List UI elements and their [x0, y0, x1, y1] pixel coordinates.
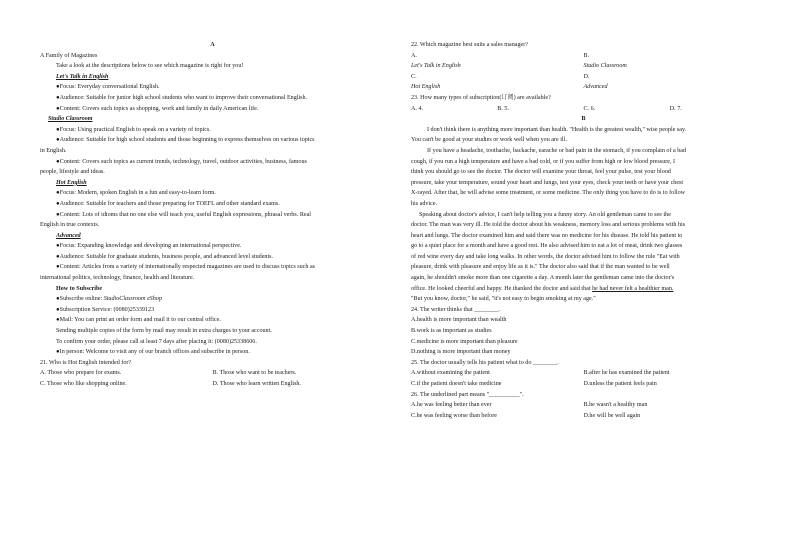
- option-letter: C.: [411, 73, 417, 80]
- question-21-stem: 21. Who is Hot English intended for?: [40, 359, 132, 366]
- left-column: [40, 40, 385, 390]
- question-23-stem: 23. How many types of subscription(订阅) are available?: [411, 94, 551, 101]
- option-letter: B.: [583, 52, 590, 59]
- option-b: B. Those who want to be teachers.: [212, 370, 297, 377]
- passage-intro: Take a look at the descriptions below to see which magazine is right for you!: [56, 63, 244, 70]
- magazine-content-continued: English in true contexts.: [40, 222, 100, 229]
- subscribe-confirm: To confirm your order, please call at least 7 days after placing it: (0080)25338606.: [56, 338, 257, 345]
- right-column: [411, 40, 756, 421]
- passage-line: go to a quiet place for a month and have a good rest. He also advised him to eat a lot of meat, drink two glasses: [411, 243, 683, 250]
- option-d: D.nothing is more important than money: [411, 349, 511, 356]
- option-c: C. 6.: [583, 105, 596, 112]
- passage-line: I don't think there is anything more important than health. "Health is the greatest wealth," wise people say.: [427, 126, 687, 133]
- subscribe-sending: Sending multiple copies of the form by mail may result in extra charges to your account.: [56, 328, 272, 335]
- option-letter: A.: [411, 52, 417, 59]
- magazine-title-studio-classroom: Studio Classroom: [48, 116, 93, 123]
- passage-line: pleasure, drink with pleasure and enjoy life as it is." The doctor also said that if the man wanted to be well: [411, 264, 670, 271]
- magazine-content-continued: people, lifestyle and ideas.: [40, 169, 105, 176]
- question-26-options-row-1: [411, 400, 756, 411]
- option-d: D.unless the patient feels pain: [583, 381, 657, 387]
- question-25-options-row-1: [411, 368, 756, 379]
- magazine-content: ●Content: Covers such topics as shopping, work and family in daily American life.: [56, 105, 259, 112]
- section-b-heading: B: [581, 116, 586, 123]
- question-26-options-row-2: [411, 411, 756, 422]
- passage-line: X-rayed. After that, he will advise some treatment, or some medicine. The only thing you have to do is to follow: [411, 190, 686, 197]
- passage-line: [411, 284, 756, 295]
- option-c: [411, 72, 584, 93]
- option-text: Studio Classroom: [583, 63, 627, 70]
- option-c: C. Those who like shopping online.: [40, 381, 127, 387]
- option-d: [584, 72, 757, 93]
- option-text: Hot English: [411, 84, 441, 91]
- section-a-heading: A: [210, 42, 215, 48]
- option-b: [584, 51, 757, 72]
- subscribe-online-label: ●Subscribe online:: [56, 296, 104, 303]
- question-25-options-row-2: [411, 379, 756, 390]
- magazine-audience: ●Audience: Suitable for teachers and those preparing for TOEFL and other standard exams.: [56, 200, 280, 207]
- question-25-stem: 25. The doctor usually tells his patient what to do ________.: [411, 359, 559, 366]
- option-b: B.work is as important as studies: [411, 328, 492, 335]
- question-26-stem: 26. The underlined part means "__________".: [411, 391, 524, 398]
- passage-line: of red wine every day and take long walks. In other words, the doctor advised him to follow the rule "Eat with: [411, 253, 680, 260]
- option-c: C.he was feeling worse than before: [411, 412, 497, 419]
- magazine-audience: ●Audience: Suitable for junior high school students who want to improve their conversational English.: [56, 94, 308, 101]
- passage-title: A Family of Magazines: [40, 52, 98, 59]
- question-24-stem: 24. The writer thinks that ________.: [411, 306, 501, 313]
- passage-line: think you should go to see the doctor. The doctor will examine your throat, feel your pulse, test your blood: [411, 169, 671, 176]
- magazine-content: ●Content: Articles from a variety of internationally respected magazines are used to discuss topics such as: [56, 264, 316, 271]
- subscribe-mail: ●Mail: You can print an order form and mail it to our central office.: [56, 317, 221, 324]
- magazine-focus: ●Focus: Modern, spoken English in a fun and easy-to-learn form.: [56, 190, 216, 197]
- passage-line: You can't be good at your studies or work well when you are ill.: [411, 137, 567, 144]
- option-letter: D.: [583, 73, 590, 80]
- option-a: A. 4.: [411, 105, 424, 112]
- option-d: D. Those who learn written English.: [212, 381, 301, 387]
- option-a: [411, 51, 584, 72]
- passage-line: If you have a headache, toothache, backache, earache or bad pain in the stomach, if you complain of a bad: [427, 147, 687, 154]
- magazine-audience: ●Audience: Suitable for graduate students, business people, and advanced level students.: [56, 253, 274, 260]
- option-text: Advanced: [583, 84, 608, 91]
- subscribe-service: ●Subscription Service: (0080)25339123: [56, 306, 155, 313]
- option-a: A.health is more important than wealth: [411, 317, 507, 324]
- magazine-content-continued: international politics, technology, finance, health and literature.: [40, 275, 195, 282]
- magazine-focus: ●Focus: Expanding knowledge and developing an international perspective.: [56, 243, 242, 250]
- option-d: D. 7.: [669, 105, 682, 112]
- magazine-content: ●Content: Lots of idioms that no one else will teach you, useful English expressions, phrasal verbs. Real: [56, 211, 312, 218]
- passage-text: office. He looked cheerful and happy. He thanked the doctor and said that: [411, 285, 593, 292]
- passage-line: cough, if you run a high temperature and have a bad cold, or if you suffer from high or low blood pressure, I: [411, 158, 676, 165]
- magazine-focus: ●Focus: Everyday conversational English.: [56, 84, 160, 91]
- passage-line: "But you know, doctor," he said, "it's not easy to begin smoking at my age.": [411, 296, 596, 303]
- question-23-options: [411, 104, 756, 115]
- option-c: C.if the patient doesn't take medicine: [411, 381, 502, 387]
- question-22-stem: 22. Which magazine best suits a sales manager?: [411, 42, 528, 48]
- question-22-options-row-2: [411, 72, 756, 93]
- magazine-title-hot-english: Hot English: [56, 179, 87, 186]
- magazine-audience-continued: in English.: [40, 147, 67, 154]
- magazine-title-lets-talk: Let's Talk in English: [56, 73, 109, 80]
- passage-line: again, he shouldn't smoke more than one cigarette a day. A month later the gentleman came into the doctor's: [411, 275, 675, 282]
- passage-line: his advice.: [411, 200, 438, 207]
- subscribe-online-value: StudioClassroom eShop: [103, 296, 162, 303]
- question-21-options-row-2: [40, 379, 385, 390]
- option-text: Let's Talk in English: [411, 63, 461, 70]
- passage-line: Speaking about doctor's advice, I can't help telling you a funny story. An old gentleman came to see the: [419, 211, 671, 218]
- option-b: B.after he has examined the patient: [583, 370, 670, 377]
- option-a: A.he was feeling better than ever: [411, 402, 492, 409]
- passage-line: pressure, take your temperature, sound your heart and lungs, test your eyes, check your teeth or have your chest: [411, 179, 684, 186]
- passage-line: doctor. The man was very ill. He told the doctor about his weakness, memory loss and serious problems with his: [411, 222, 686, 229]
- subscribe-online: [40, 294, 385, 305]
- magazine-content: ●Content: Covers such topics as current trends, technology, travel, outdoor activities, business, famous: [56, 158, 307, 165]
- question-21-options-row-1: [40, 368, 385, 379]
- passage-line: heart and lungs. The doctor examined him and said there was no medicine for his disease. He told his patient to: [411, 232, 683, 239]
- option-a: A.without examining the patient: [411, 370, 490, 377]
- option-b: B. 5.: [497, 105, 509, 112]
- question-22-options-row-1: [411, 51, 756, 72]
- subscribe-in-person: ●In person: Welcome to visit any of our branch offices and subscribe in person.: [56, 349, 250, 356]
- option-b: B.he wasn't a healthy man: [583, 402, 648, 409]
- magazine-audience: ●Audience: Suitable for high school students and those beginning to express themselves on various topics: [56, 137, 315, 144]
- magazine-focus: ●Focus: Using practical English to speak on a variety of topics.: [56, 126, 211, 133]
- subscribe-heading: How to Subscribe: [56, 285, 103, 292]
- option-c: C.medicine is more important than pleasure: [411, 338, 518, 345]
- option-a: A. Those who prepare for exams.: [40, 370, 122, 377]
- magazine-title-advanced: Advanced: [56, 232, 81, 239]
- underlined-part: he had never felt a healthier man.: [592, 285, 674, 292]
- option-d: D.he will be well again: [583, 412, 641, 419]
